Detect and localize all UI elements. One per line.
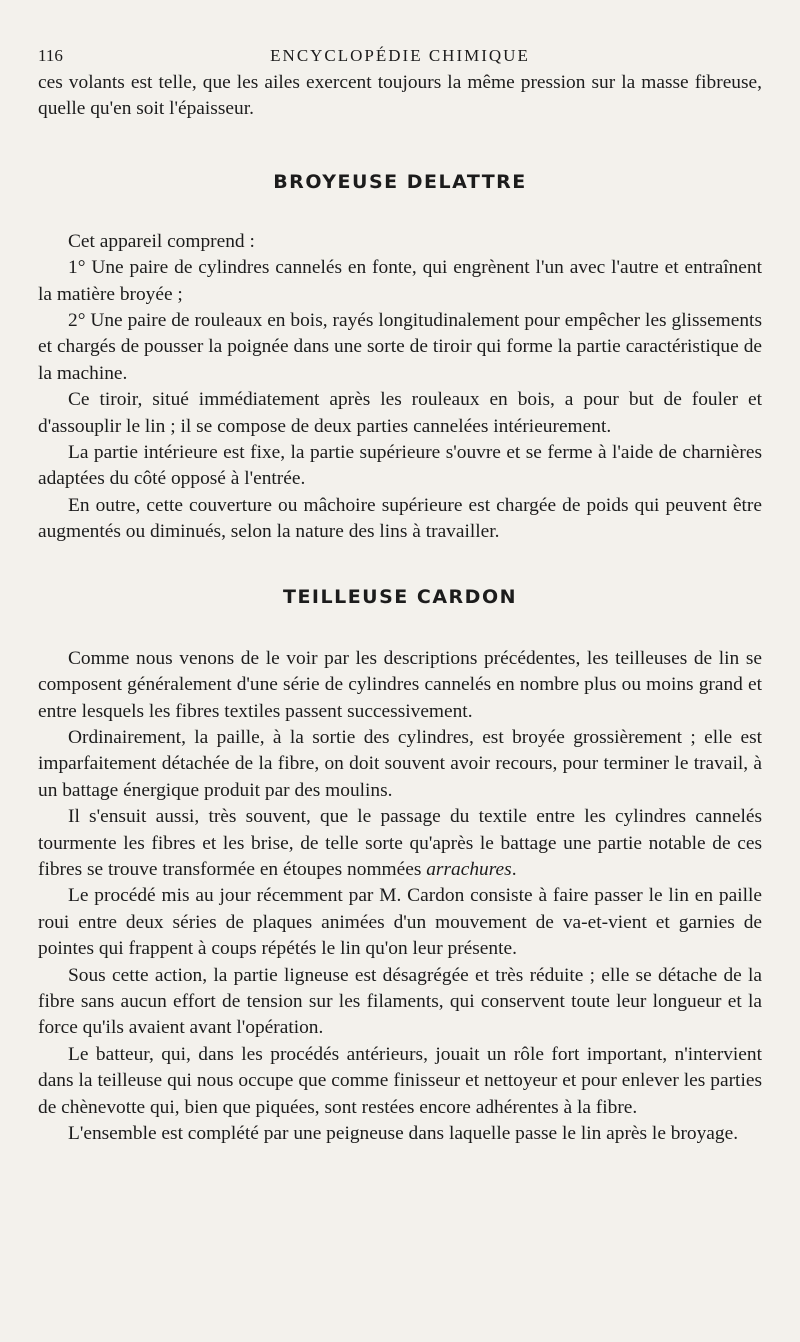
paragraph: La partie intérieure est fixe, la partie supérieure s'ouvre et se ferme à l'aide de charnières adaptées du côté opposé à l'entrée. (38, 442, 762, 490)
paragraph: Le batteur, qui, dans les procédés antérieurs, jouait un rôle fort important, n'intervient dans la teilleuse qui nous occupe que comme finisseur et nettoyeur et pour enlever les parties de chènevotte qui, bien que piquées, sont restées encore adhérentes à la fibre. (38, 1043, 762, 1118)
paragraph: Sous cette action, la partie ligneuse est désagrégée et très réduite ; elle se détache de la fibre sans aucun effort de tension sur les filaments, qui conservent toute leur longueur et la force qu'ils avaient avant l'opération. (38, 964, 762, 1039)
paragraph-arrachures (38, 804, 762, 883)
italic-term: arrachures (426, 858, 512, 880)
page-number: 116 (38, 46, 63, 65)
paragraph: En outre, cette couverture ou mâchoire supérieure est chargée de poids qui peuvent être augmentés ou diminués, selon la nature des lins à travailler. (38, 494, 762, 543)
paragraph: Comme nous venons de le voir par les descriptions précédentes, les teilleuses de lin se composent généralement d'une série de cylindres cannelés en nombre plus ou moins grand et entre lesquels les fibres textiles passent successivement. (38, 647, 762, 722)
section-title-teilleuse-cardon: TEILLEUSE CARDON (282, 585, 517, 608)
paragraph: Le procédé mis au jour récemment par M. Cardon consiste à faire passer le lin en paille roui entre deux séries de plaques animées d'un mouvement de va-et-vient et garnies de pointes qui frappent à coups répétés le lin qu'on leur présente. (38, 885, 762, 960)
paragraph: Ordinairement, la paille, à la sortie des cylindres, est broyée grossièrement ; elle est imparfaitement détachée de la fibre, on doit souvent avoir recours, pour terminer le travail, à un battage énergique produit par des moulins. (38, 726, 762, 801)
paragraph-text: Il s'ensuit aussi, très souvent, que le passage du textile entre les cylindres cannelés tourmente les fibres et les brise, de telle sorte qu'après le battage une partie notable de ces fibres se trouve transformée en étoupes nommées (38, 806, 762, 880)
paragraph: 1° Une paire de cylindres cannelés en fonte, qui engrènent l'un avec l'autre et entraînent la matière broyée ; (38, 257, 762, 305)
paragraph-end: . (511, 858, 517, 880)
running-header (38, 40, 762, 70)
paragraph: L'ensemble est complété par une peigneuse dans laquelle passe le lin après le broyage. (68, 1123, 739, 1144)
paragraph: Cet appareil comprend : (68, 230, 255, 252)
paragraph: Ce tiroir, situé immédiatement après les rouleaux en bois, a pour but de fouler et d'assouplir le lin ; il se compose de deux parties cannelées intérieurement. (38, 389, 762, 437)
running-title: ENCYCLOPÉDIE CHIMIQUE (270, 46, 530, 65)
intro-paragraph: ces volants est telle, que les ailes exercent toujours la même pression sur la masse fibreuse, quelle qu'en soit l'épaisseur. (38, 72, 762, 120)
paragraph: 2° Une paire de rouleaux en bois, rayés longitudinalement pour empêcher les glissements et chargés de pousser la poignée dans une sorte de tiroir qui forme la partie caractéristique de la machine. (38, 310, 762, 384)
section-title-broyeuse-delattre: BROYEUSE DELATTRE (273, 170, 527, 193)
